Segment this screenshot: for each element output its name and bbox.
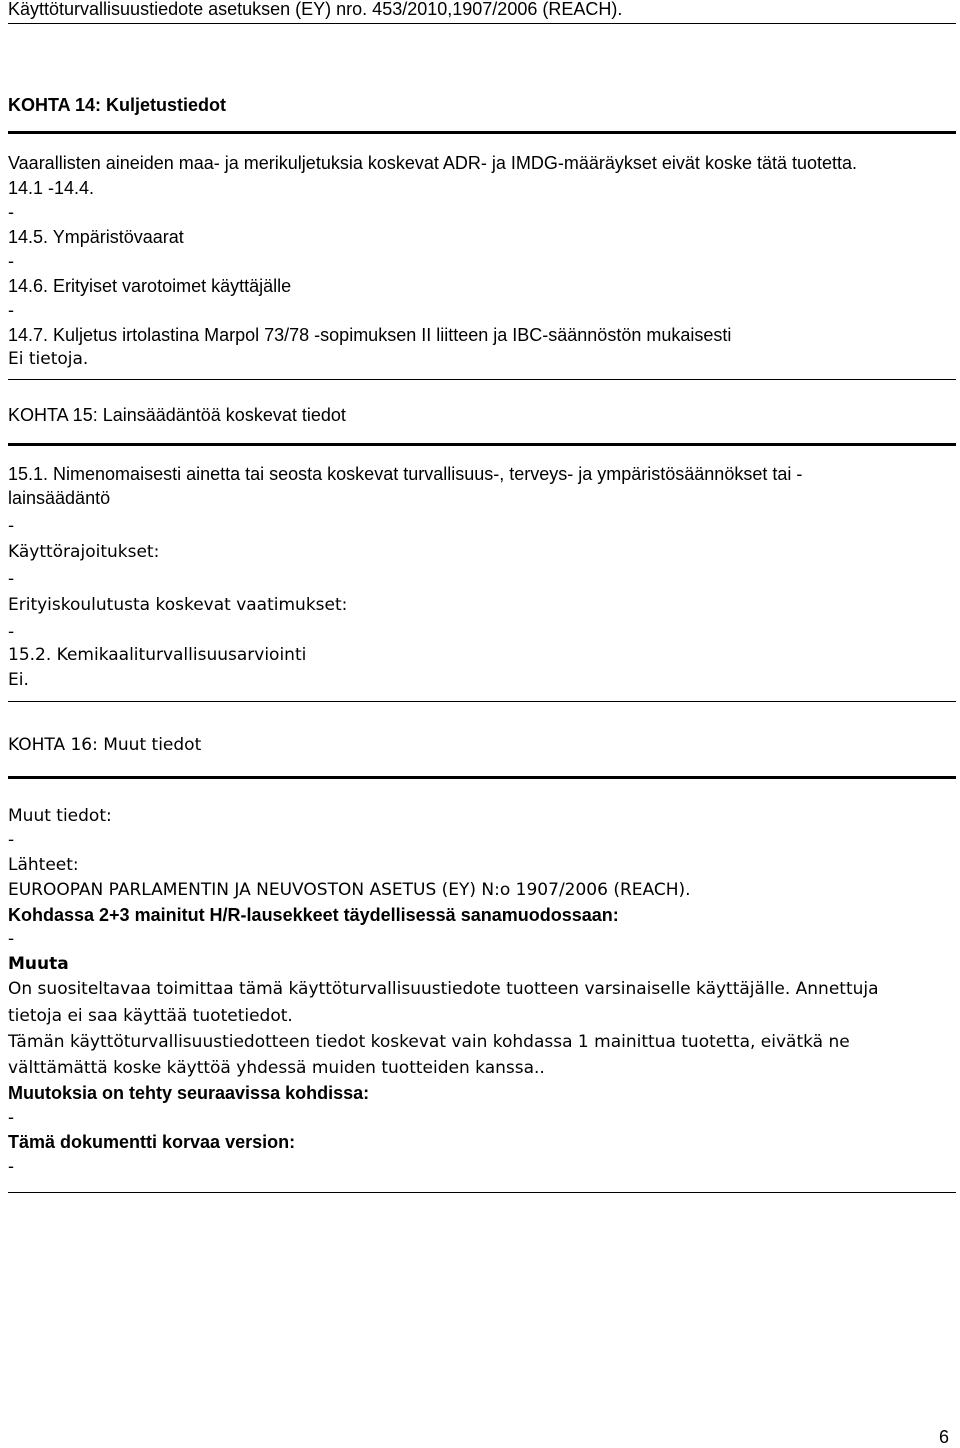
replaces-version-value: - [8,1156,14,1176]
section-14-heading: KOHTA 14: Kuljetustiedot [8,95,227,115]
document-end-divider [8,1192,956,1193]
section-15-top-divider [8,379,956,380]
other-text-line1: On suositeltavaa toimittaa tämä käyttöturvallisuustiedote tuotteen varsinaiselle käyttäjälle. Annettuja [8,979,879,999]
sources-label: Lähteet: [8,855,79,875]
section-14-divider [8,131,956,134]
page-number: 6 [939,1427,950,1447]
changes-value: - [8,1107,14,1127]
transport-intro: Vaarallisten aineiden maa- ja merikuljetuksia koskevat ADR- ja IMDG-määräykset eivät koske tätä tuotetta. [8,153,858,173]
usage-restrictions-label: Käyttörajoitukset: [8,542,160,562]
hr-phrases-value: - [8,929,15,949]
subsection-14-5-value: - [8,251,14,271]
subsection-15-2-value: Ei. [8,670,29,690]
section-15-divider [8,443,956,446]
subsection-14-6: 14.6. Erityiset varotoimet käyttäjälle [8,276,292,296]
other-info-label: Muut tiedot: [8,806,112,826]
training-requirements-label: Erityiskoulutusta koskevat vaatimukset: [8,595,348,615]
section-16-divider [8,776,956,779]
subsection-14-6-value: - [8,300,14,320]
other-text-line4: välttämättä koske käyttöä yhdessä muiden tuotteiden kanssa.. [8,1058,545,1078]
subsection-14-5: 14.5. Ympäristövaarat [8,227,184,247]
sources-value: EUROOPAN PARLAMENTIN JA NEUVOSTON ASETUS (EY) N:o 1907/2006 (REACH). [8,880,691,900]
changes-label: Muutoksia on tehty seuraavissa kohdissa: [8,1083,370,1103]
subsection-14-7: 14.7. Kuljetus irtolastina Marpol 73/78 -sopimuksen II liitteen ja IBC-säännöstön mukaisesti [8,325,732,345]
subsection-14-1-value: - [8,202,14,222]
usage-restrictions-value: - [8,569,15,589]
section-16-top-divider [8,701,956,702]
hr-phrases-label: Kohdassa 2+3 mainitut H/R-lausekkeet täydellisessä sanamuodossaan: [8,905,619,925]
other-text-line3: Tämän käyttöturvallisuustiedotteen tiedot koskevat vain kohdassa 1 mainittua tuotetta, eivätkä ne [8,1032,850,1052]
subsection-15-1-line1: 15.1. Nimenomaisesti ainetta tai seosta koskevat turvallisuus-, terveys- ja ympäristösäännökset tai - [8,464,803,484]
section-15-heading: KOHTA 15: Lainsäädäntöä koskevat tiedot [8,405,346,425]
subsection-15-2: 15.2. Kemikaaliturvallisuusarviointi [8,645,307,665]
section-16-heading: KOHTA 16: Muut tiedot [8,735,202,755]
header-divider [8,23,956,24]
subsection-14-7-value: Ei tietoja. [8,349,89,369]
subsection-14-1: 14.1 -14.4. [8,178,95,198]
training-requirements-value: - [8,622,15,642]
other-text-line2: tietoja ei saa käyttää tuotetiedot. [8,1006,293,1026]
subsection-15-1-value: - [8,516,15,536]
other-info-value: - [8,830,15,850]
subsection-15-1-line2: lainsäädäntö [8,488,111,508]
document-header: Käyttöturvallisuustiedote asetuksen (EY) nro. 453/2010,1907/2006 (REACH). [8,0,623,19]
other-label: Muuta [8,954,69,974]
replaces-version-label: Tämä dokumentti korvaa version: [8,1132,296,1152]
